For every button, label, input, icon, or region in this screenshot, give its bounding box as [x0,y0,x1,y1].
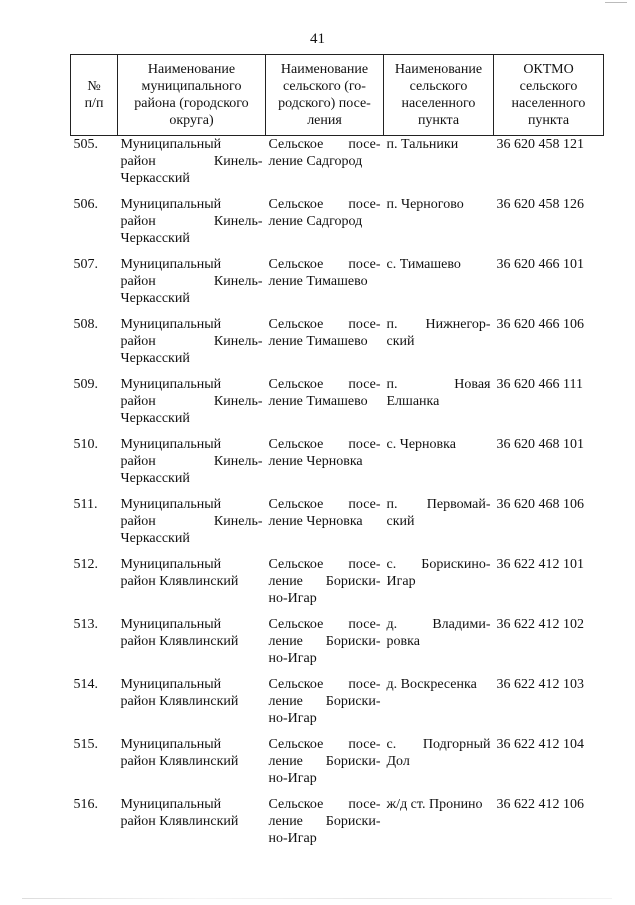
row-number: 508. [73,316,98,332]
header-district [118,55,266,136]
settlement-line: Сельское посе- [268,316,381,332]
settlement-line: но-Игар [268,710,317,726]
district-line: Черкасский [120,410,190,426]
settlement-line: ление Черновка [268,453,363,469]
row-number: 510. [73,436,98,452]
district-line: Черкасский [120,350,190,366]
district-line: район Клявлинский [120,633,239,649]
row-number: 514. [73,676,98,692]
table-row [71,316,604,376]
row-number: 511. [73,496,98,512]
header-oktmo-line: населенного [511,96,586,111]
locality-cell [384,436,494,496]
settlement-line: Сельское посе- [268,676,381,692]
settlement-cell [266,496,384,556]
district-line: Черкасский [120,171,190,186]
district-line: район Кинель- [120,213,263,229]
district-line: Муниципальный [120,256,222,272]
table-row [71,136,604,196]
oktmo-code: 36 622 412 103 [496,676,584,692]
district-line: Черкасский [120,530,190,546]
district-line: район Клявлинский [120,693,239,709]
district-line: Муниципальный [120,736,222,752]
settlement-cell [266,436,384,496]
table-header-row [71,55,604,136]
district-line: Муниципальный [120,196,222,212]
locality-cell [384,796,494,856]
table-row [71,736,604,796]
locality-line: ский [386,513,415,529]
settlement-cell [266,676,384,736]
district-cell [118,376,266,436]
locality-line: ровка [386,633,420,649]
district-cell [118,256,266,316]
locality-line: с. Подгорный [386,736,491,752]
settlement-line: ление Тимашево [268,393,368,409]
settlement-cell [266,736,384,796]
table-row [71,796,604,856]
settlement-line: но-Игар [268,770,317,786]
settlement-line: ление Бориски- [268,573,381,589]
oktmo-code: 36 620 468 101 [496,436,584,452]
district-cell [118,196,266,256]
table-row [71,676,604,736]
locality-line: п. Нижнегор- [386,316,491,332]
settlement-line: Сельское посе- [268,376,381,392]
header-district-line: района (городского [134,96,249,111]
settlement-cell [266,256,384,316]
locality-line: п. Первомай- [386,496,491,512]
locality-cell [384,196,494,256]
header-oktmo-line: пункта [527,113,570,128]
settlements-table [70,54,604,856]
district-line: Муниципальный [120,796,222,812]
settlement-line: но-Игар [268,830,317,846]
settlement-line: ление Тимашево [268,333,368,349]
settlement-cell [266,796,384,856]
row-number: 515. [73,736,98,752]
row-number: 513. [73,616,98,632]
header-settlement-line: ления [307,113,342,128]
header-locality-line: Наименование [394,62,483,77]
district-line: район Кинель- [120,453,263,469]
district-cell [118,436,266,496]
locality-cell [384,256,494,316]
oktmo-code: 36 622 412 106 [496,796,584,812]
district-line: Муниципальный [120,496,222,512]
settlement-line: ление Тимашево [268,273,368,289]
district-line: район Кинель- [120,154,263,169]
district-line: Черкасский [120,470,190,486]
row-number: 505. [73,137,98,152]
district-line: район Кинель- [120,333,263,349]
settlement-line: Сельское посе- [268,736,381,752]
settlement-line: ление Садгород [268,154,363,169]
table-row [71,496,604,556]
settlement-line: Сельское посе- [268,556,381,572]
district-line: Муниципальный [120,436,222,452]
settlement-line: ление Черновка [268,513,363,529]
locality-cell [384,736,494,796]
oktmo-code: 36 620 458 121 [496,137,584,152]
district-line: Муниципальный [120,616,222,632]
header-settlement-line: родского) посе- [278,96,371,111]
page-number: 41 [310,31,325,47]
district-line: район Клявлинский [120,753,239,769]
settlement-cell [266,316,384,376]
settlement-line: ление Бориски- [268,813,381,829]
settlement-cell [266,616,384,676]
locality-cell [384,556,494,616]
district-line: район Кинель- [120,513,263,529]
oktmo-code: 36 622 412 102 [496,616,584,632]
oktmo-code: 36 622 412 101 [496,556,584,572]
oktmo-code: 36 620 458 126 [496,196,584,212]
locality-line: Дол [386,753,410,769]
row-number: 506. [73,196,98,212]
settlement-line: ление Бориски- [268,753,381,769]
table-row [71,556,604,616]
settlement-line: ление Бориски- [268,633,381,649]
district-line: Муниципальный [120,137,222,152]
locality-line: ский [386,333,415,349]
header-settlement-line: Наименование [280,62,369,77]
header-oktmo-line: ОКТМО [523,62,574,77]
locality-cell [384,376,494,436]
header-num-line: № [87,79,101,94]
locality-line: с. Черновка [386,436,456,452]
settlement-line: Сельское посе- [268,256,381,272]
district-cell [118,316,266,376]
district-cell [118,556,266,616]
settlement-line: Сельское посе- [268,796,381,812]
oktmo-code: 36 620 466 111 [496,376,583,392]
table-row [71,376,604,436]
district-line: район Кинель- [120,273,263,289]
district-cell [118,496,266,556]
oktmo-code: 36 622 412 104 [496,736,584,752]
district-cell [118,136,266,196]
header-locality-line: сельского [409,79,468,94]
table-row [71,196,604,256]
header-oktmo [494,55,604,136]
header-locality-line: населенного [401,96,476,111]
district-line: район Кинель- [120,393,263,409]
district-cell [118,796,266,856]
locality-line: с. Борискино- [386,556,491,572]
locality-cell [384,676,494,736]
header-oktmo-line: сельского [519,79,578,94]
district-line: Муниципальный [120,676,222,692]
district-line: район Клявлинский [120,573,239,589]
scan-edge-artifact [22,898,612,899]
settlement-cell [266,136,384,196]
row-number: 512. [73,556,98,572]
table-row [71,616,604,676]
settlement-line: но-Игар [268,650,317,666]
settlement-line: Сельское посе- [268,496,381,512]
settlement-line: Сельское посе- [268,196,381,212]
settlement-line: Сельское посе- [268,137,381,152]
settlement-line: Сельское посе- [268,616,381,632]
locality-line: п. Новая [386,376,491,392]
locality-cell [384,136,494,196]
row-number: 507. [73,256,98,272]
locality-line: с. Тимашево [386,256,461,272]
settlement-line: ление Бориски- [268,693,381,709]
settlement-cell [266,196,384,256]
corner-mark [605,2,627,3]
table-row [71,436,604,496]
settlement-line: ление Садгород [268,213,363,229]
row-number: 509. [73,376,98,392]
header-locality-line: пункта [417,113,460,128]
district-line: Черкасский [120,290,190,306]
header-district-line: Наименование [147,62,236,77]
settlement-cell [266,376,384,436]
row-number: 516. [73,796,98,812]
oktmo-code: 36 620 468 106 [496,496,584,512]
locality-line: п. Тальники [386,137,459,152]
header-num [71,55,118,136]
district-cell [118,676,266,736]
table-row [71,256,604,316]
settlement-line: Сельское посе- [268,436,381,452]
district-line: Муниципальный [120,376,222,392]
locality-line: ж/д ст. Пронино [386,796,483,812]
district-cell [118,616,266,676]
district-cell [118,736,266,796]
header-num-line: п/п [84,96,104,111]
district-line: район Клявлинский [120,813,239,829]
header-locality [384,55,494,136]
header-settlement [266,55,384,136]
header-district-line: муниципального [141,79,242,94]
locality-line: д. Владими- [386,616,491,632]
header-district-line: округа) [169,113,214,128]
locality-cell [384,616,494,676]
locality-line: Елшанка [386,393,440,409]
table-body [71,136,604,856]
district-line: Муниципальный [120,316,222,332]
locality-cell [384,316,494,376]
header-settlement-line: сельского (го- [283,79,366,94]
district-line: Черкасский [120,230,190,246]
locality-line: Игар [386,573,416,589]
settlement-line: но-Игар [268,590,317,606]
oktmo-code: 36 620 466 101 [496,256,584,272]
oktmo-code: 36 620 466 106 [496,316,584,332]
settlement-cell [266,556,384,616]
locality-cell [384,496,494,556]
district-line: Муниципальный [120,556,222,572]
locality-line: д. Воскресенка [386,676,477,692]
locality-line: п. Черногово [386,196,464,212]
